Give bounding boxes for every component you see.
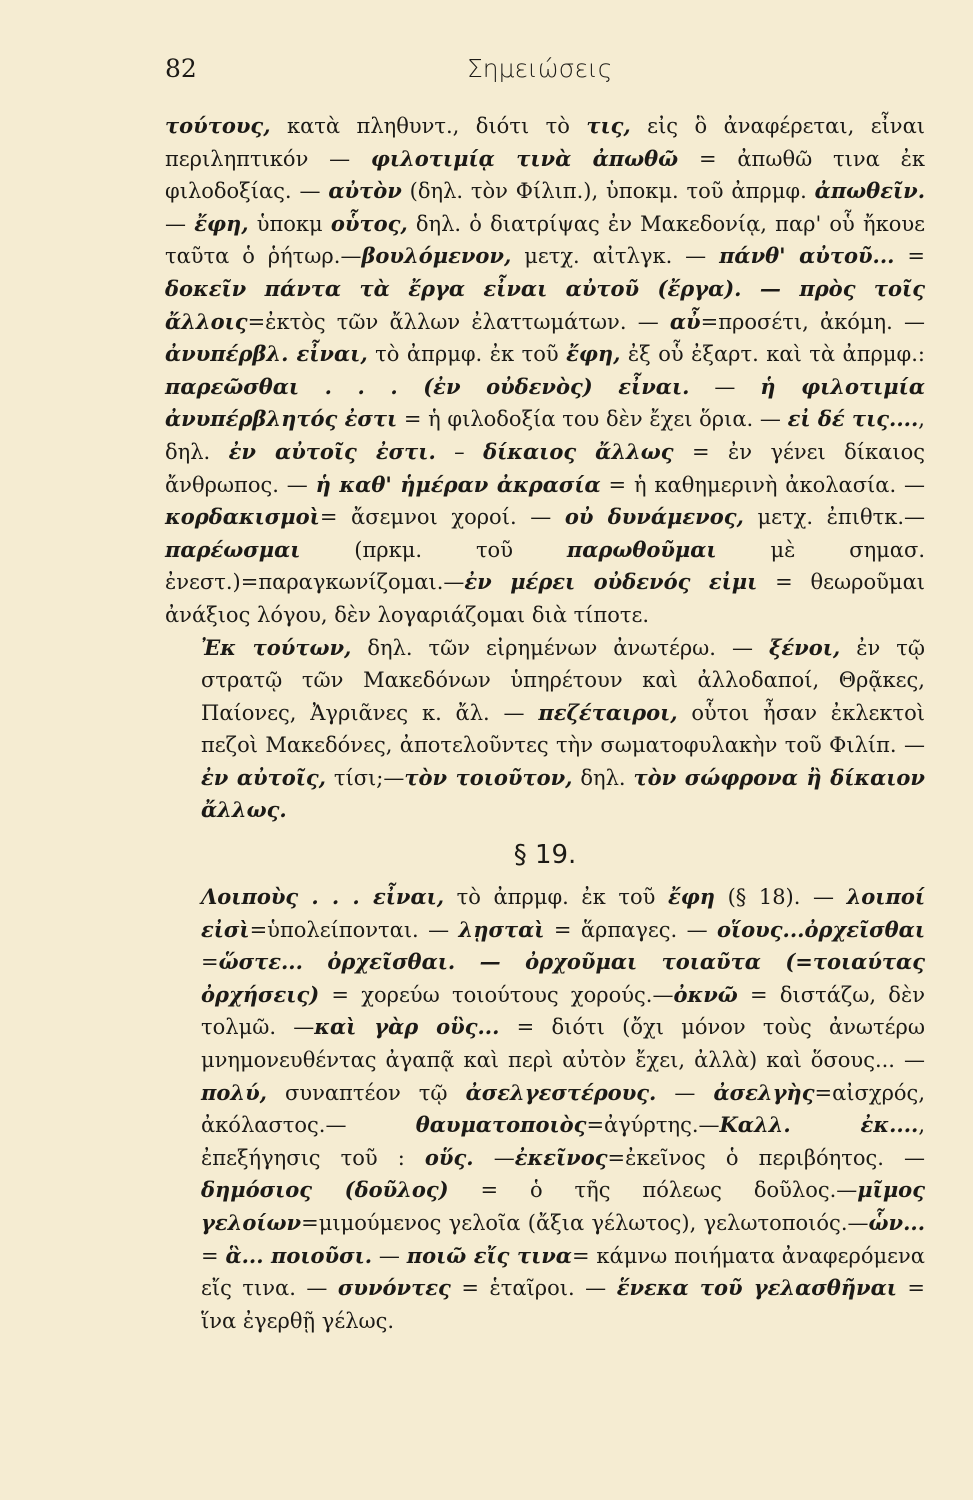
gloss-text: (πρκμ. τοῦ [300, 537, 567, 562]
lemma-term: ὧν... [868, 1209, 925, 1235]
lemma-term: ἡ καθ' ἡμέραν ἀκρασία [315, 471, 601, 497]
lemma-term: τὸν σώφρονα ἢ δίκαιον ἄλλως. [201, 764, 926, 823]
lemma-term: παρέωσμαι [165, 536, 301, 562]
lemma-term: ἐν αὐτοῖς, [201, 764, 326, 790]
notes-section-18 [165, 110, 925, 827]
paragraph [165, 110, 925, 632]
gloss-text: μετχ. ἐπιθτκ.— [743, 505, 926, 530]
gloss-text: =ἐκτὸς τῶν ἄλλων ἐλαττωμάτων. — [247, 309, 670, 334]
gloss-text: τίσι;— [325, 765, 405, 790]
gloss-text: = θεωροῦμαι ἀνάξιος λόγου, δὲν λογαριάζομαι διὰ τίποτε. [165, 570, 925, 627]
gloss-text: τὸ ἀπρμφ. ἐκ τοῦ [444, 885, 668, 909]
gloss-text: = ἑταῖροι. — [450, 1276, 617, 1301]
lemma-term: ἔφη, [194, 210, 249, 236]
lemma-term: βουλόμενον, [361, 243, 512, 269]
lemma-term: ἀνυπέρβλ. εἶναι, [165, 341, 368, 367]
lemma-term: ἃ... ποιοῦσι. [225, 1242, 373, 1268]
gloss-text: = ἀπωθῶ τινα ἐκ φιλοδοξίας. — [165, 146, 925, 204]
lemma-term: ἔφη, [566, 341, 621, 367]
lemma-term: συνόντες [337, 1275, 451, 1301]
gloss-text: δηλ. ὁ διατρίψας ἐν Μακεδονίᾳ, παρ' οὗ ἤκουε ταῦτα ὁ ῥήτωρ.— [165, 211, 925, 269]
lemma-term: τις, [586, 113, 631, 138]
gloss-text: =ἐκεῖνος ὁ περιβόητος. — [607, 1145, 925, 1170]
lemma-term: Καλλ. ἐκ.... [719, 1112, 919, 1138]
lemma-term: αὖ [669, 308, 701, 334]
gloss-text: — [165, 211, 195, 236]
gloss-text: = ὁ τῆς πόλεως δοῦλος.— [448, 1178, 858, 1203]
lemma-term: ξένοι, [768, 634, 841, 660]
gloss-text: = ἐν γένει δίκαιος ἄνθρωπος. — [165, 439, 925, 497]
gloss-text: = ἵνα ἐγερθῇ γέλως. [201, 1276, 926, 1333]
gloss-text: δηλ. τῶν εἰρημένων ἀνωτέρω. — [351, 635, 769, 660]
lemma-term: ἡ φιλοτιμία ἀνυπέρβλητός ἐστι [165, 373, 925, 432]
gloss-text: = διότι (ὄχι μόνον τοὺς ἀνωτέρω μνημονευθέντας ἀγαπᾷ καὶ περὶ αὐτὸν ἔχει, ἀλλὰ) καὶ ὅσους... — [201, 1015, 925, 1072]
gloss-text: μετχ. αἰτλγκ. — [511, 244, 720, 269]
lemma-term: καὶ γὰρ οὓς... [314, 1014, 500, 1040]
lemma-term: λοιποί εἰσὶ [201, 884, 925, 942]
lemma-term: πεζέταιροι, [538, 699, 678, 725]
lemma-term: ἀπωθεῖν. [814, 178, 925, 204]
gloss-text: τὸ ἀπρμφ. ἐκ τοῦ [367, 342, 567, 367]
gloss-text: — [656, 1080, 714, 1105]
gloss-text: μὲ σημασ. ἐνεστ.)=παραγκωνίζομαι.— [165, 537, 925, 595]
lemma-term: ὥστε... ὀρχεῖσθαι. — ὀρχοῦμαι τοιαῦτα (=τοιαύτας ὀρχήσεις) [201, 949, 925, 1007]
lemma-term: οὗτος, [330, 210, 408, 236]
lemma-term: οὐ δυνάμενος, [564, 504, 744, 530]
gloss-text: =μιμούμενος γελοῖα (ἄξια γέλωτος), γελωτοποιός.— [301, 1210, 869, 1235]
lemma-term: Λοιποὺς . . . εἶναι, [201, 884, 445, 909]
gloss-text: = [201, 950, 219, 975]
lemma-term: οὕς. [424, 1144, 474, 1170]
section-heading: § 19. [513, 840, 577, 870]
lemma-term: δίκαιος ἄλλως [483, 438, 674, 464]
gloss-text: = ἡ καθημερινὴ ἀκολασία. — [600, 472, 925, 497]
lemma-term: ὀκνῶ [673, 981, 738, 1007]
gloss-text: , δηλ. [165, 407, 925, 464]
gloss-text: συναπτέον τῷ [266, 1080, 466, 1105]
gloss-text: – [435, 439, 484, 464]
lemma-term: τὸν τοιοῦτον, [404, 764, 573, 790]
gloss-text: — [473, 1145, 515, 1170]
gloss-text: (§ 18). — [715, 885, 847, 909]
gloss-text: , ἐπεξήγησις τοῦ : [201, 1113, 925, 1170]
lemma-term: λῃσταὶ [458, 916, 545, 942]
lemma-term: δοκεῖν πάντα τὰ ἔργα εἶναι αὐτοῦ (ἔργα). — πρὸς τοῖς ἄλλοις [165, 275, 925, 334]
lemma-term: πάνθ' αὐτοῦ... [719, 243, 895, 269]
gloss-text: οὗτοι ἦσαν ἐκλεκτοὶ πεζοὶ Μακεδόνες, ἀποτελοῦντες τὴν σωματοφυλακὴν τοῦ Φιλίπ. — [201, 700, 926, 758]
lemma-term: ποιῶ εἴς τινα [406, 1242, 572, 1268]
page-header [165, 44, 925, 84]
lemma-term: φιλοτιμίᾳ τινὰ ἀπωθῶ [370, 145, 679, 171]
gloss-text: κατὰ πληθυντ., διότι τὸ [270, 114, 587, 138]
gloss-text: =ἀγύρτης.— [586, 1113, 720, 1138]
lemma-term: τούτους, [165, 113, 271, 138]
gloss-text: ἐν τῷ στρατῷ τῶν Μακεδόνων ὑπηρέτουν καὶ ἀλλοδαποί, Θρᾷκες, Παίονες, Ἀγριᾶνες κ. ἄλ. — [201, 635, 925, 725]
gloss-text: =αἰσχρός, ἀκόλαστος.— [201, 1080, 925, 1138]
page-number: 82 [165, 54, 197, 83]
gloss-text: = κάμνω ποιήματα ἀναφερόμενα εἴς τινα. — [201, 1243, 925, 1301]
lemma-term: παρεῶσθαι . . . (ἐν οὐδενὸς) εἶναι. [165, 373, 690, 399]
lemma-term: θαυματοποιὸς [415, 1112, 587, 1138]
gloss-text: =ὑπολείπονται. — [249, 917, 459, 942]
lemma-term: εἰ δέ τις.... [787, 406, 919, 432]
lemma-term: μῖμος γελοίων [201, 1177, 925, 1235]
paragraph [165, 632, 925, 828]
lemma-term: αὐτὸν [328, 178, 402, 204]
gloss-text: = διστάζω, δὲν τολμῶ. — [201, 982, 925, 1040]
lemma-term: Ἐκ τούτων, [201, 634, 352, 660]
lemma-term: ἐκεῖνος [514, 1144, 608, 1170]
gloss-text: = [201, 1243, 226, 1268]
lemma-term: ἀσελγὴς [713, 1079, 815, 1105]
gloss-text: ἐξ οὗ ἐξαρτ. καὶ τὰ ἀπρμφ.: [620, 342, 925, 367]
gloss-text: δηλ. [572, 765, 634, 790]
gloss-text: (δηλ. τὸν Φίλιπ.), ὑποκμ. τοῦ ἀπρμφ. [401, 179, 815, 204]
lemma-term: ἐν μέρει οὐδενός εἰμι [464, 569, 758, 595]
notes-section-19 [165, 881, 925, 1337]
lemma-term: ἀσελγεστέρους. [465, 1079, 657, 1105]
lemma-term: ἔφη [667, 884, 715, 909]
gloss-text: εἰς ὃ ἀναφέρεται, εἶναι περιληπτικόν — [165, 114, 925, 171]
gloss-text: — [689, 374, 761, 399]
lemma-term: πολύ, [201, 1079, 267, 1105]
gloss-text: = ἡ φιλοδοξία του δὲν ἔχει ὅρια. — [397, 407, 788, 432]
gloss-text: = ἄσεμνοι χοροί. — [319, 505, 565, 530]
lemma-term: κορδακισμοὶ [165, 504, 320, 530]
gloss-text: — [372, 1243, 407, 1268]
lemma-term: παρωθοῦμαι [566, 536, 717, 562]
running-title: Σημειώσεις [467, 54, 613, 83]
gloss-text: = ἅρπαγες. — [544, 917, 717, 942]
lemma-term: οἵους...ὀρχεῖσθαι [717, 916, 925, 942]
lemma-term: ἕνεκα τοῦ γελασθῆναι [616, 1275, 897, 1301]
lemma-term: ἐν αὐτοῖς ἐστι. [228, 438, 436, 464]
gloss-text: = [894, 244, 925, 269]
paragraph [165, 881, 925, 1337]
gloss-text: ὑποκμ [248, 211, 331, 236]
gloss-text: = χορεύω τοιούτους χορούς.— [319, 982, 674, 1007]
gloss-text: =προσέτι, ἀκόμη. — [700, 309, 925, 334]
lemma-term: δημόσιος (δοῦλος) [201, 1177, 449, 1203]
